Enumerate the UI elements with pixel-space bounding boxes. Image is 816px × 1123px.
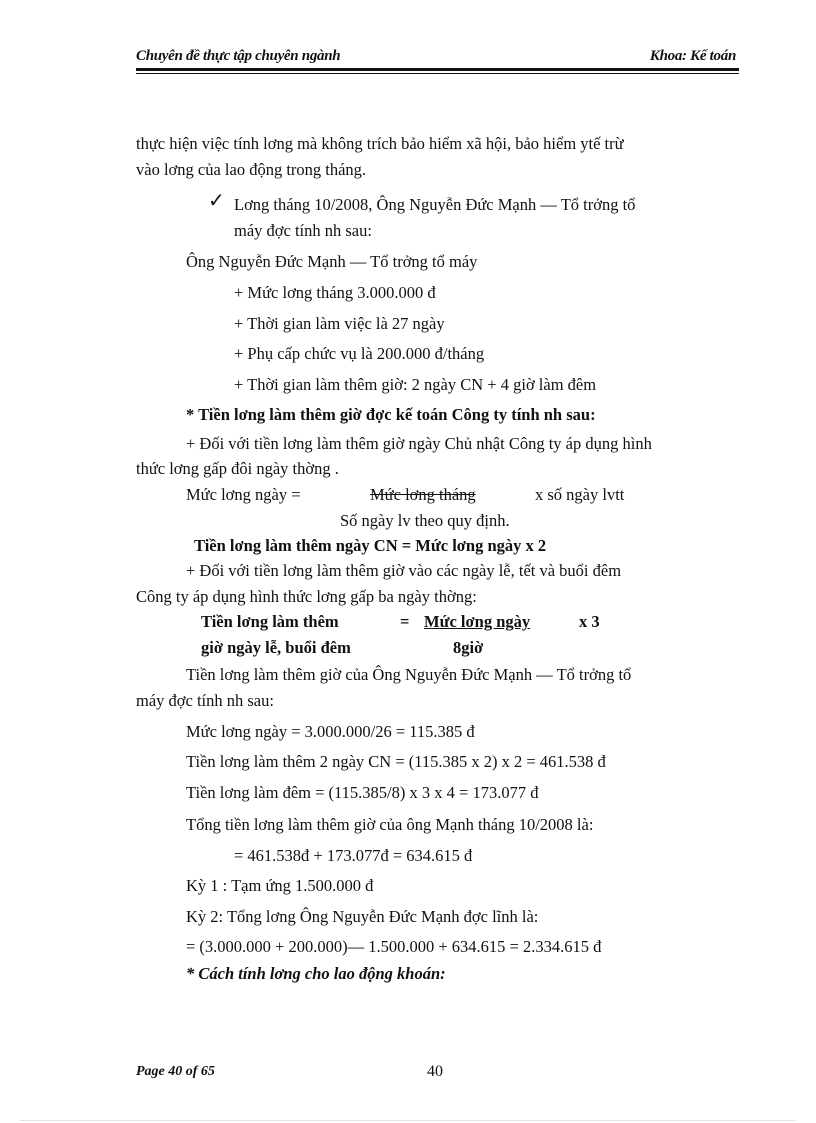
calc-line: Tổng tiền lơng làm thêm giờ của ông Mạnh tháng 10/2008 là: [186, 815, 594, 834]
header-left-title: Chuyên đề thực tập chuyên ngành [136, 48, 341, 64]
paragraph-line: vào lơng của lao động trong tháng. [136, 160, 367, 179]
list-item: + Thời gian làm thêm giờ: 2 ngày CN + 4 giờ làm đêm [234, 375, 597, 394]
check-item-line: máy đợc tính nh sau: [234, 221, 372, 240]
list-item: + Phụ cấp chức vụ là 200.000 đ/tháng [234, 344, 485, 363]
formula-holiday-multiplier: x 3 [579, 612, 600, 631]
paragraph-line: thực hiện việc tính lơng mà không trích bảo hiểm xã hội, bảo hiểm ytế trừ [136, 134, 624, 153]
calc-line: Kỳ 2: Tổng lơng Ông Nguyễn Đức Mạnh đợc lĩnh là: [186, 907, 539, 926]
calc-line: Tiền lơng làm đêm = (115.385/8) x 3 x 4 = 173.077 đ [186, 783, 539, 802]
section-heading: * Tiền lơng làm thêm giờ đợc kế toán Công ty tính nh sau: [186, 405, 596, 424]
footer-page-label: Page 40 of 65 [136, 1064, 215, 1079]
person-line: Ông Nguyễn Đức Mạnh — Tổ trởng tổ máy [186, 252, 478, 271]
paragraph-line: máy đợc tính nh sau: [136, 691, 274, 710]
checkmark-icon: ✓ [208, 190, 225, 212]
check-item-line: Lơng tháng 10/2008, Ông Nguyễn Đức Mạnh — Tổ trởng tổ [234, 195, 636, 214]
paragraph-line: + Đối với tiền lơng làm thêm giờ ngày Chủ nhật Công ty áp dụng hình [186, 434, 652, 453]
formula-denominator: Số ngày lv theo quy định. [340, 511, 510, 530]
calc-line: Kỳ 1 : Tạm ứng 1.500.000 đ [186, 876, 374, 895]
footer-dotted-divider [20, 1120, 796, 1121]
calc-line: Tiền lơng làm thêm 2 ngày CN = (115.385 x 2) x 2 = 461.538 đ [186, 752, 606, 771]
paragraph-line: Tiền lơng làm thêm giờ của Ông Nguyễn Đức Mạnh — Tổ trởng tổ [186, 665, 632, 684]
paragraph-line: + Đối với tiền lơng làm thêm giờ vào các ngày lễ, tết và buổi đêm [186, 561, 622, 580]
calc-line: = 461.538đ + 173.077đ = 634.615 đ [234, 846, 473, 865]
footer-page-number: 40 [427, 1063, 443, 1080]
section-heading: * Cách tính lơng cho lao động khoán: [186, 964, 446, 983]
calc-line: Mức lơng ngày = 3.000.000/26 = 115.385 đ [186, 722, 475, 741]
formula-left: Mức lơng ngày = [186, 485, 301, 504]
list-item: + Mức lơng tháng 3.000.000 đ [234, 283, 436, 302]
formula-numerator: Mức lơng tháng [370, 485, 476, 504]
calc-line: = (3.000.000 + 200.000)— 1.500.000 + 634.615 = 2.334.615 đ [186, 937, 602, 956]
formula-holiday-left: giờ ngày lễ, buổi đêm [201, 638, 351, 657]
formula-sunday: Tiền lơng làm thêm ngày CN = Mức lơng ngày x 2 [194, 536, 547, 555]
header-rule-thin [136, 73, 739, 74]
list-item: + Thời gian làm việc là 27 ngày [234, 314, 445, 333]
formula-multiplier: x số ngày lvtt [535, 485, 625, 504]
paragraph-line: thức lơng gấp đôi ngày thờng . [136, 459, 339, 478]
formula-holiday-left: Tiền lơng làm thêm [201, 612, 339, 631]
paragraph-line: Công ty áp dụng hình thức lơng gấp ba ngày thờng: [136, 587, 477, 606]
formula-holiday-numerator: Mức lơng ngày [424, 612, 531, 631]
formula-holiday-denominator: 8giờ [453, 638, 484, 657]
formula-equals: = [400, 612, 410, 631]
header-right-title: Khoa: Kế toán [649, 48, 736, 64]
header-rule-thick [136, 68, 739, 71]
